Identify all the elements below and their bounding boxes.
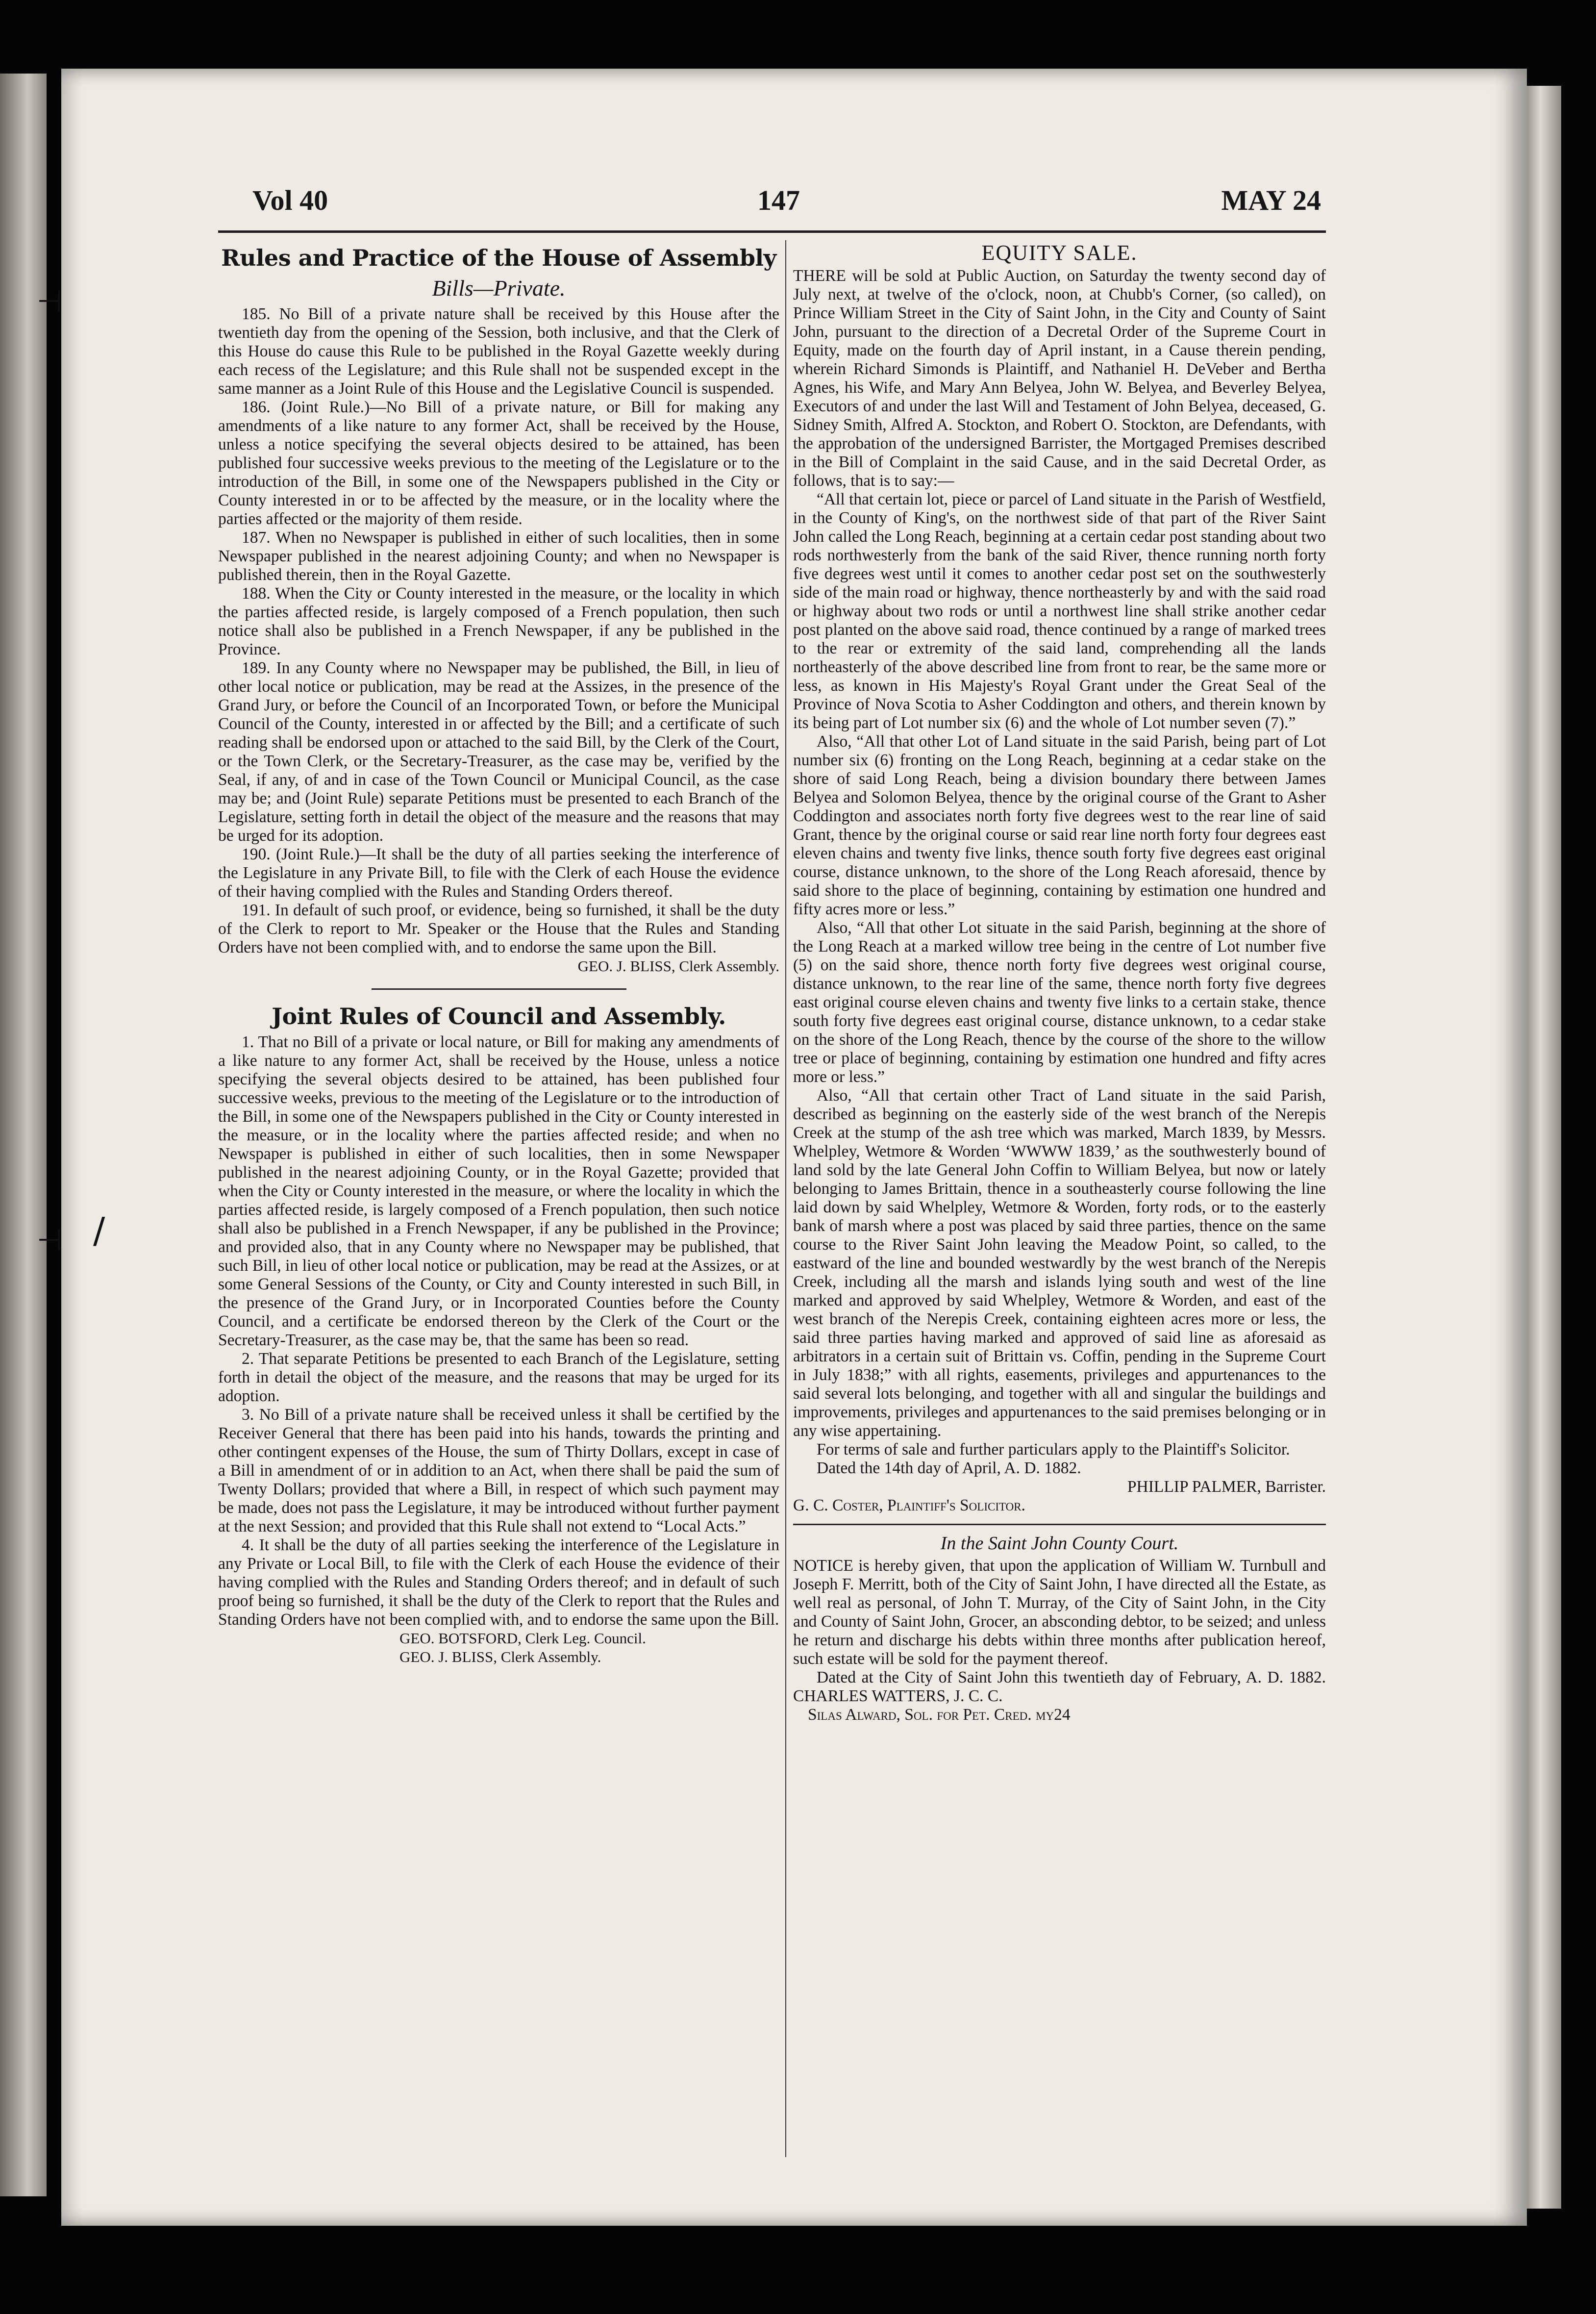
court-notice-paragraph: NOTICE is hereby given, that upon the application of William W. Turnbull and Joseph F. Merritt, both of the City of Saint John, I have directed all the Estate, as well real as personal, of John T. Murray, of the City of Saint John, in the City and County of Saint John, Grocer, an absconding debtor, to be seized; and unless he return and discharge his debts within three months after publication hereof, such estate will be sold for the payment thereof. [793,1557,1326,1668]
equity-paragraph: “All that certain lot, piece or parcel of Land situate in the Parish of Westfield, in the County of King's, on the northwest side of that part of the River Saint John called the Long Reach, beginning at a certain cedar post standing about two rods northwesterly from the bank of the said River, thence running north forty five degrees west until it comes to another cedar post set on the southwesterly side of the main road or highway, thence northeasterly by and with the said road or highway about two rods or until a northwest line shall strike another cedar post planted on the above said road, thence continued by a range of marked trees to the rear or extremity of the said land, comprehending all the lands northeasterly of the above described line from front to rear, be the same more or less, as known in His Majesty's Royal Grant under the Great Seal of the Province of Nova Scotia to Asher Coddington and others, and therein known by its being part of Lot number six (6) and the whole of Lot number seven (7).” [793,490,1326,732]
rule-188: 188. When the City or County interested in the measure, or the locality in which the parties affected reside, is largely composed of a French population, then such notice shall also be published in a French Newspaper, if any be published in the Province. [218,584,779,658]
equity-sale-title: EQUITY SALE. [981,241,1138,265]
rule-190: 190. (Joint Rule.)—It shall be the duty of all parties seeking the interference of the Legislature in any Private Bill, to file with the Clerk of each House the evidence of their having complied with the Rules and Standing Orders thereof. [218,845,779,901]
court-notice-dated: Dated at the City of Saint John this twentieth day of February, A. D. 1882. CHARLES WATTERS, J. C. C. [793,1668,1326,1705]
equity-barrister: PHILLIP PALMER, Barrister. [1127,1478,1326,1496]
rule-185: 185. No Bill of a private nature shall be received by this House after the twentieth day from the opening of the Session, both inclusive, and that the Clerk of this House do cause this Rule to be published in the Royal Gazette weekly during each recess of the Legislature; and this Rule shall not be suspended except in the same manner as a Joint Rule of this House and the Legislative Council is suspended. [218,305,779,398]
joint-rule-4: 4. It shall be the duty of all parties seeking the interference of the Legislature in any Private or Local Bill, to file with the Clerk of each House the evidence of their having complied with the Rules and Standing Orders thereof; and in default of such proof being so furnished, it shall be the duty of the Clerk to report that the Rules and Standing Orders have not been complied with, and to endorse the same upon the Bill. [218,1536,779,1629]
joint-signature-assembly: GEO. J. BLISS, Clerk Assembly. [399,1648,601,1665]
previous-page-edge [0,74,47,2196]
joint-rule-2: 2. That separate Petitions be presented to each Branch of the Legislature, setting forth in detail the object of the measure, and the reasons that may be urged for its adoption. [218,1350,779,1405]
joint-rule-3: 3. No Bill of a private nature shall be received unless it shall be certified by the Receiver General that there has been paid into his hands, towards the printing and other contingent expenses of the House, the sum of Thirty Dollars, except in case of a Bill in amendment of or in addition to an Act, when there shall be paid the sum of Twenty Dollars; provided that where a Bill, in respect of which such payment may be made, does not pass the Legislature, it may be introduced without further payment at the next Session; and provided that this Rule shall not extend to “Local Acts.” [218,1406,779,1535]
left-column [218,240,779,2162]
rules-subtitle: Bills—Private. [432,276,566,301]
joint-rules-title: Joint Rules of Council and Assembly. [272,1003,726,1030]
equity-dated: Dated the 14th day of April, A. D. 1882. [817,1459,1081,1477]
joint-signature-council: GEO. BOTSFORD, Clerk Leg. Council. [399,1630,646,1647]
rules-signature: GEO. J. BLISS, Clerk Assembly. [577,957,779,975]
rule-186: 186. (Joint Rule.)—No Bill of a private nature, or Bill for making any amendments of a like nature to any former Act, shall be received by the House, unless a notice specifying the several objects desired to be attained, has been published four successive weeks previous to the meeting of the Legislature or to the introduction of the Bill, in some one of the Newspapers published in the City or County interested in or to be affected by the measure, or in the locality where the parties affected or the majority of them reside. [218,398,779,528]
equity-paragraph: Also, “All that other Lot of Land situate in the said Parish, being part of Lot number six (6) fronting on the Long Reach, beginning at a cedar stake on the shore of said Long Reach, being a division boundary there between James Belyea and Solomon Belyea, thence by the original course of the Grant to Asher Coddington and associates north forty five degrees west to the rear line of said Grant, thence by the original course or said rear line north forty four degrees east eleven chains and twenty five links, thence south forty five degrees east original course, distance unknown, to the shore of the Long Reach aforesaid, thence by said shore to the place of beginning, containing by estimation one hundred and fifty acres more or less.” [793,732,1326,918]
volume-label: Vol 40 [252,184,328,216]
court-solicitor: Silas Alward, Sol. for Pet. Cred. my24 [808,1706,1071,1724]
margin-mark-middle: ⊣ [37,1223,63,1258]
page-number: 147 [757,184,800,216]
equity-paragraph: For terms of sale and further particulars apply to the Plaintiff's Solicitor. [817,1440,1290,1459]
rule-187: 187. When no Newspaper is published in either of such localities, then in some Newspaper published in the nearest adjoining County; and when no Newspaper is published therein, then in the Royal Gazette. [218,528,779,584]
column-divider [785,240,786,2157]
margin-mark-slash: / [93,1210,105,1251]
rules-title: Rules and Practice of the House of Assembly [221,245,776,271]
section-divider [372,988,626,990]
rule-189: 189. In any County where no Newspaper may be published, the Bill, in lieu of other local notice or publication, may be read at the Assizes, in the presence of the Grand Jury, or before the Council of an Incorporated Town, or before the Municipal Council of the County, interested in or affected by the Bill; and a certificate of such reading shall be endorsed upon or attached to the said Bill, by the Clerk of the Court, or the Town Clerk, or the Secretary-Treasurer, as the case may be, verified by the Seal, if any, of and in case of the Town Council or Municipal Council, as the case may be; and (Joint Rule) separate Petitions must be presented to each Branch of the Legislature, setting forth in detail the object of the measure and the reasons that may be urged for its adoption. [218,659,779,845]
next-page-edge [1527,86,1561,2209]
rule-191: 191. In default of such proof, or evidence, being so furnished, it shall be the duty of the Clerk to report to Mr. Speaker or the House that the Rules and Standing Orders have not been complied with, and to endorse the same upon the Bill. [218,901,779,956]
equity-paragraph: THERE will be sold at Public Auction, on Saturday the twenty second day of July next, at twelve of the o'clock, noon, at Chubb's Corner, (so called), on Prince William Street in the City of Saint John, in the City and County of Saint John, pursuant to the direction of a Decretal Order of the Supreme Court in Equity, made on the fourth day of April instant, in a Cause therein pending, wherein Richard Simonds is Plaintiff, and Nathaniel H. DeVeber and Bertha Agnes, his Wife, and Mary Ann Belyea, John W. Belyea, and Beverley Belyea, Executors of and under the last Will and Testament of John Belyea, deceased, G. Sidney Smith, Alfred A. Stockton, and Robert O. Stockton, are Defendants, with the approbation of the undersigned Barrister, the Mortgaged Premises described in the Bill of Complaint in the said Cause, and in the said Decretal Order, as follows, that is to say:— [793,267,1326,490]
issue-date: MAY 24 [1221,184,1321,216]
court-notice-title: In the Saint John County Court. [940,1533,1179,1554]
equity-paragraph: Also, “All that certain other Tract of Land situate in the said Parish, described as beginning on the easterly side of the west branch of the Nerepis Creek at the stump of the ash tree which was marked, March 1839, by Messrs. Whelpley, Wetmore & Worden ‘WWWW 1839,’ as the southwesterly bound of land sold by the late General John Coffin to William Belyea, but now or lately belonging to James Brittain, thence in a southeasterly course following the line laid down by said Whelpley, Wetmore & Worden, forty rods, or to the easterly bank of marsh where a post was placed by said three parties, thence on the same course to the River Saint John leaving the Meadow Point, so called, to the eastward of the line and bounded westwardly by the west branch of the Nerepis Creek, including all the marsh and islands lying south and west of the line marked and approved by said Whelpley, Wetmore & Worden, and east of the west branch of the Nerepis Creek, containing eighteen acres more or less, the said three parties having marked and approved of said line as aforesaid as arbitrators in a certain suit of Brittain vs. Coffin, pending in the Supreme Court in July 1838;” with all rights, easements, privileges and appurtenances to the said several lots belonging, and together with all and singular the buildings and improvements, privileges and appurtenances to the said premises belonging or in any wise appertaining. [793,1086,1326,1440]
header-rule [218,230,1326,233]
notice-divider [793,1524,1326,1525]
page-header [218,184,1326,228]
right-column [793,240,1326,2162]
joint-rule-1: 1. That no Bill of a private or local nature, or Bill for making any amendments of a like nature to any former Act, shall be received by the House, unless a notice specifying the several objects desired to be attained, has been published four successive weeks, previous to the meeting of the Legislature or to the introduction of the Bill, in some one of the Newspapers published in the City or County interested in the measure, or in the locality where the parties affected reside; and when no Newspaper is published in either of such localities, then in some Newspaper published in the nearest adjoining County, or in the Royal Gazette; provided that when the City or County interested in the measure, or where the locality in which the parties affected reside, is largely composed of a French population, then such notice shall also be published in a French Newspaper, if any be published in the Province; and provided also, that in any County where no Newspaper may be published, that such Bill, in lieu of other local notice or publication, may be read at the Assizes, or at some General Sessions of the County, or City and County interested in such Bill, in the presence of the Grand Jury, or in Incorporated Counties before the County Council, and a certificate be endorsed thereon by the Clerk of the Court or the Secretary-Treasurer, as the case may be, that the same has been so read. [218,1033,779,1349]
equity-paragraph: Also, “All that other Lot situate in the said Parish, beginning at the shore of the Long Reach at a marked willow tree being in the centre of Lot number five (5) on the said shore, thence north forty five degrees west original course, distance unknown, to the rear line of the same, thence north forty five degrees east original course eleven chains and twenty five links to a certain stake, thence south forty five degrees east original course, distance unknown, to a cedar stake on the shore of the Long Reach, thence by the course of the shore to the willow tree or place of beginning, containing by estimation one hundred and fifty acres more or less.” [793,919,1326,1086]
equity-solicitor: G. C. Coster, Plaintiff's Solicitor. [793,1496,1025,1514]
margin-mark-top: ⊣ [37,284,63,319]
